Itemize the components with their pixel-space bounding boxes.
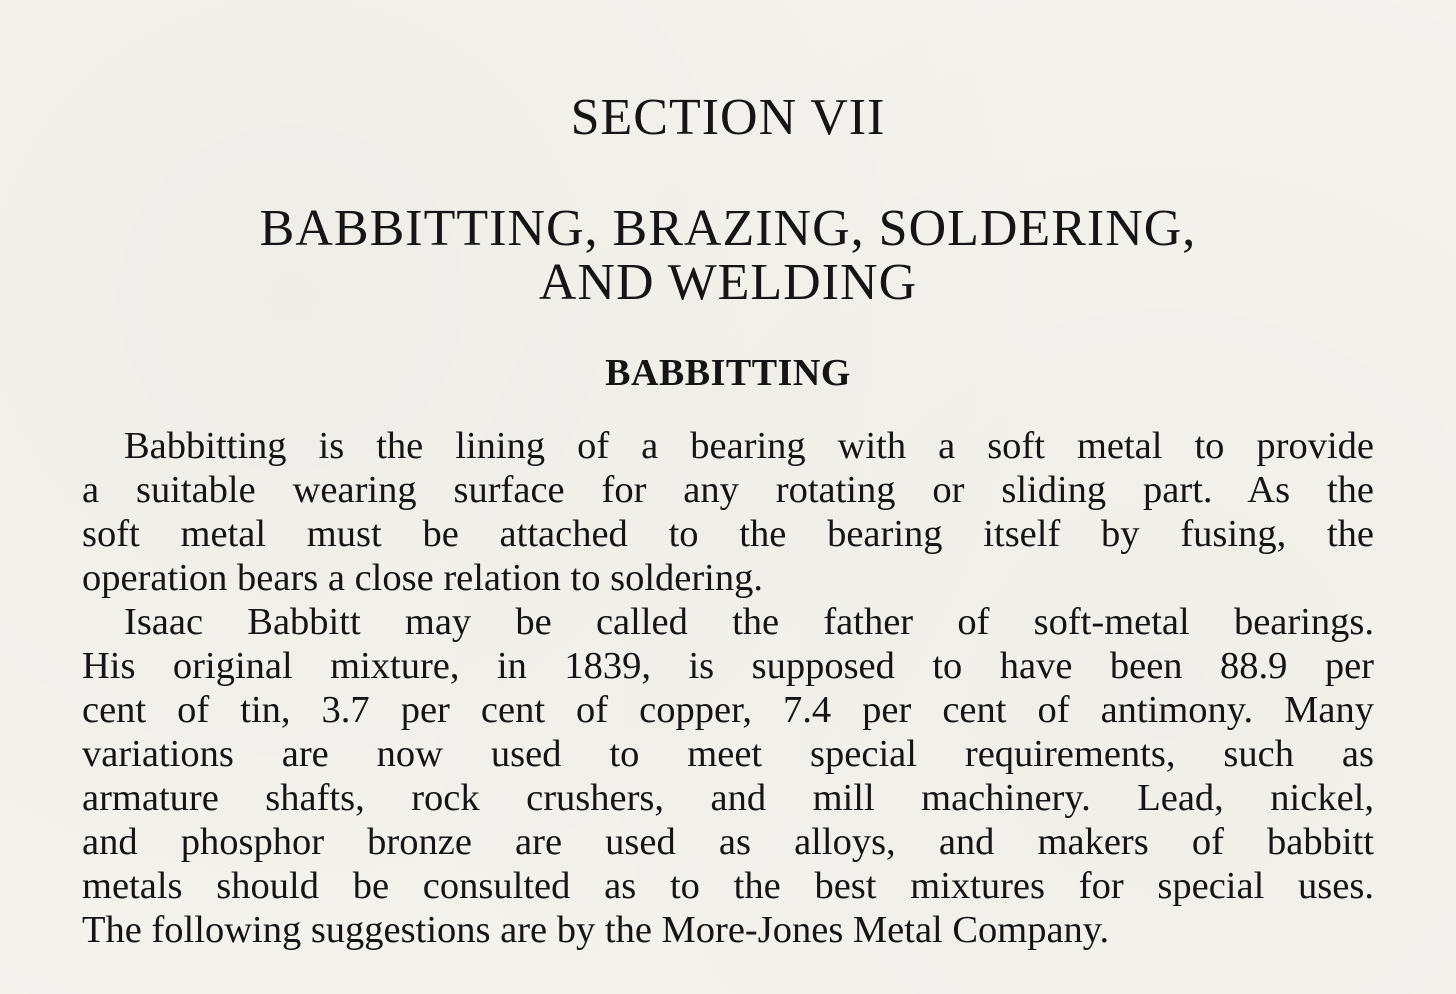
subheading: BABBITTING: [605, 352, 851, 394]
paragraph-line: armature shafts, rock crushers, and mill machinery. Lead, nickel,: [82, 777, 1374, 819]
paragraph-line: Babbitting is the lining of a bearing with a soft metal to provide: [124, 425, 1374, 467]
paragraph-line: His original mixture, in 1839, is supposed to have been 88.9 per: [82, 645, 1374, 687]
paragraph-line: a suitable wearing surface for any rotating or sliding part. As the: [82, 469, 1374, 511]
paragraph-line: Isaac Babbitt may be called the father of soft-metal bearings.: [124, 601, 1374, 643]
paragraph-line: and phosphor bronze are used as alloys, and makers of babbitt: [82, 821, 1374, 863]
paragraph-line: metals should be consulted as to the best mixtures for special uses.: [82, 865, 1374, 907]
paragraph-line: The following suggestions are by the More-Jones Metal Company.: [82, 909, 1110, 951]
paragraph-line: operation bears a close relation to soldering.: [82, 557, 764, 599]
chapter-title-line-1: BABBITTING, BRAZING, SOLDERING,: [259, 200, 1197, 257]
paragraph-line: variations are now used to meet special requirements, such as: [82, 733, 1374, 775]
paragraph-line: soft metal must be attached to the bearing itself by fusing, the: [82, 513, 1374, 555]
chapter-title-line-2: AND WELDING: [538, 254, 918, 311]
paragraph-line: cent of tin, 3.7 per cent of copper, 7.4 per cent of antimony. Many: [82, 689, 1374, 731]
section-label: SECTION VII: [570, 89, 886, 146]
